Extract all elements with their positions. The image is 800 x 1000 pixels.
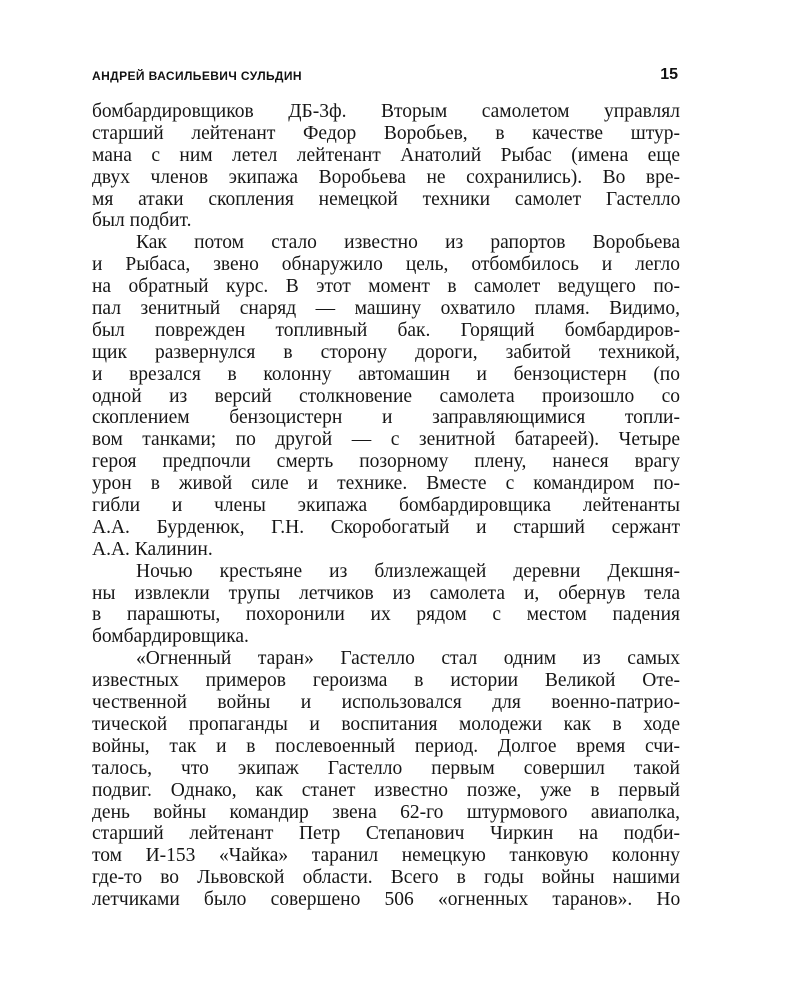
- text-line: Ночью крестьяне из близлежащей деревни Декшня-: [136, 560, 680, 582]
- body-text: [92, 101, 680, 911]
- text-line: талось, что экипаж Гастелло первым совершил такой: [92, 757, 680, 779]
- text-line: был подбит.: [92, 210, 192, 232]
- text-line: войны, так и в послевоенный период. Долгое время счи-: [92, 735, 680, 757]
- text-line: мана с ним летел лейтенант Анатолий Рыбас (имена еще: [92, 144, 680, 166]
- text-line: бомбардировщика.: [92, 626, 249, 648]
- text-line: летчиками было совершено 506 «огненных таранов». Но: [92, 889, 680, 911]
- running-header: [92, 66, 678, 88]
- text-line: пал зенитный снаряд — машину охватило пламя. Видимо,: [92, 298, 680, 320]
- text-line: подвиг. Однако, как станет известно позже, уже в первый: [92, 779, 680, 801]
- text-line: щик развернулся в сторону дороги, забитой техникой,: [92, 341, 680, 363]
- page-number: 15: [660, 66, 678, 83]
- text-line: том И-153 «Чайка» таранил немецкую танковую колонну: [92, 845, 680, 867]
- text-line: на обратный курс. В этот момент в самолет ведущего по-: [92, 276, 680, 298]
- text-line: и врезался в колонну автомашин и бензоцистерн (по: [92, 363, 680, 385]
- text-line: скоплением бензоцистерн и заправляющимися топли-: [92, 407, 680, 429]
- text-line: Как потом стало известно из рапортов Воробьева: [136, 232, 680, 254]
- text-line: ны извлекли трупы летчиков из самолета и, обернув тела: [92, 582, 680, 604]
- text-line: бомбардировщиков ДБ-3ф. Вторым самолетом управлял: [92, 101, 680, 122]
- text-line: героя предпочли смерть позорному плену, нанеся врагу: [92, 451, 680, 473]
- text-line: старший лейтенант Федор Воробьев, в качестве штур-: [92, 122, 680, 144]
- author-name: АНДРЕЙ ВАСИЛЬЕВИЧ СУЛЬДИН: [92, 69, 302, 83]
- text-line: вом танками; по другой — с зенитной батареей). Четыре: [92, 429, 680, 451]
- text-line: гибли и члены экипажа бомбардировщика лейтенанты: [92, 495, 680, 517]
- text-line: в парашюты, похоронили их рядом с местом падения: [92, 604, 680, 626]
- text-line: двух членов экипажа Воробьева не сохранились). Во вре-: [92, 166, 680, 188]
- text-line: урон в живой силе и технике. Вместе с командиром по-: [92, 473, 680, 495]
- text-line: известных примеров героизма в истории Великой Оте-: [92, 670, 680, 692]
- text-line: где-то во Львовской области. Всего в годы войны нашими: [92, 867, 680, 889]
- text-line: был поврежден топливный бак. Горящий бомбардиров-: [92, 319, 680, 341]
- text-line: и Рыбаса, звено обнаружило цель, отбомбилось и легло: [92, 254, 680, 276]
- text-line: А.А. Бурденюк, Г.Н. Скоробогатый и старший сержант: [92, 516, 680, 538]
- text-line: мя атаки скопления немецкой техники самолет Гастелло: [92, 188, 680, 210]
- text-line: старший лейтенант Петр Степанович Чиркин на подби-: [92, 823, 680, 845]
- text-line: одной из версий столкновение самолета произошло со: [92, 385, 680, 407]
- text-line: чественной войны и использовался для военно-патрио-: [92, 692, 680, 714]
- text-line: «Огненный таран» Гастелло стал одним из самых: [136, 648, 680, 670]
- text-line: А.А. Калинин.: [92, 538, 213, 560]
- text-line: тической пропаганды и воспитания молодежи как в ходе: [92, 713, 680, 735]
- text-line: день войны командир звена 62-го штурмового авиаполка,: [92, 801, 680, 823]
